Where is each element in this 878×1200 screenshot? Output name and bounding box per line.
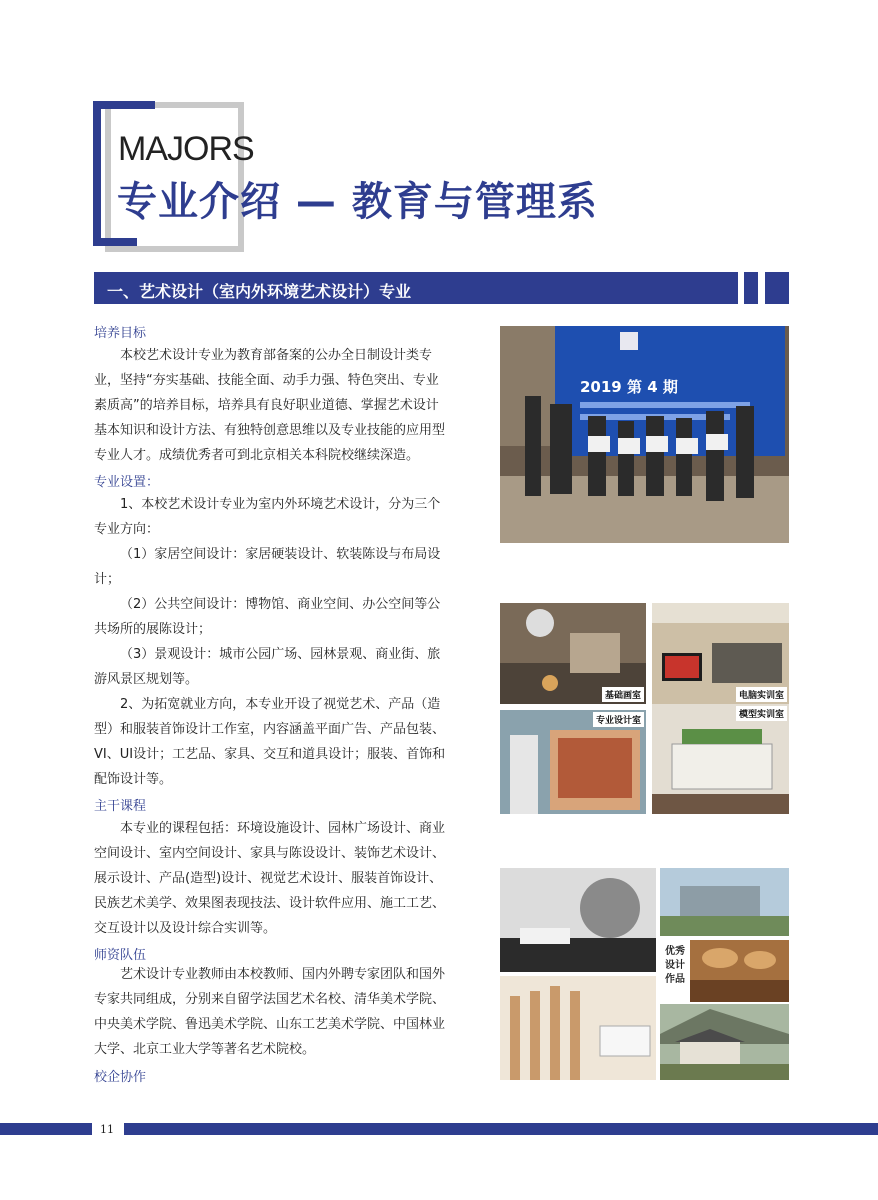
studio-label: 专业设计室: [593, 712, 644, 727]
faculty-paragraph: [94, 962, 476, 1062]
courses-line: 交互设计以及设计综合实训等。: [94, 921, 277, 936]
work-restaurant-illustration: [690, 940, 789, 1002]
courses-line: 本专业的课程包括：环境设施设计、园林广场设计、商业: [120, 821, 446, 836]
courses-line: 展示设计、产品(造型)设计、视觉艺术设计、服装首饰设计、: [94, 871, 443, 886]
studio-label: 模型实训室: [736, 706, 787, 721]
setup-line: （2）公共空间设计：博物馆、商业空间、办公空间等公: [120, 597, 441, 612]
works-label-line: 作品: [665, 974, 685, 985]
page-number: 11: [100, 1123, 114, 1136]
faculty-line: 专家共同组成，分别来自留学法国艺术名校、清华美术学院、: [94, 992, 446, 1007]
work-photo-restaurant: [690, 940, 789, 1002]
courses-heading: 主干课程: [94, 799, 147, 814]
ceremony-photo-illustration: [500, 326, 789, 543]
goal-paragraph: [94, 343, 476, 468]
goal-line: 业，坚持“夯实基础、技能全面、动手力强、特色突出、专业: [94, 373, 439, 388]
ceremony-photo: [500, 326, 789, 543]
studio-label: 基础画室: [602, 687, 644, 702]
setup-line: （3）景观设计：城市公园广场、园林景观、商业街、旅: [120, 647, 441, 662]
footer-line-right: [124, 1123, 878, 1135]
studio-photo-computer: [652, 603, 789, 704]
goal-line: 素质高”的培养目标，培养具有良好职业道德、掌握艺术设计: [94, 398, 439, 413]
footer-line-left: [0, 1123, 92, 1135]
courses-paragraph: [94, 816, 476, 941]
setup-line: 游风景区规划等。: [94, 672, 199, 687]
title-frame-blue-bottom: [93, 238, 137, 246]
setup-heading: 专业设置：: [94, 475, 160, 490]
setup-line: VI、UI设计；工艺品、家具、交互和道具设计；服装、首饰和: [94, 747, 446, 762]
setup-line: 专业方向：: [94, 522, 160, 537]
work-lounge-illustration: [500, 868, 656, 972]
courses-line: 空间设计、室内空间设计、家具与陈设设计、装饰艺术设计、: [94, 846, 446, 861]
goal-line: 基本知识和设计方法、有独特创意思维以及专业技能的应用型: [94, 423, 446, 438]
majors-eyebrow: MAJORS: [118, 130, 254, 168]
faculty-line: 大学、北京工业大学等著名艺术院校。: [94, 1042, 316, 1057]
setup-line: 配饰设计等。: [94, 772, 173, 787]
setup-line: （1）家居空间设计：家居硬装设计、软装陈设与布局设: [120, 547, 441, 562]
section-title: 一、艺术设计（室内外环境艺术设计）专业: [107, 282, 412, 301]
setup-paragraph: [94, 492, 476, 792]
setup-line: 计；: [94, 572, 121, 587]
works-label-line: 设计: [665, 960, 685, 971]
setup-line: 2、为拓宽就业方向，本专业开设了视觉艺术、产品（造: [120, 697, 441, 712]
setup-line: 共场所的展陈设计；: [94, 622, 212, 637]
work-photo-lounge: [500, 868, 656, 972]
faculty-line: 中央美术学院、鲁迅美术学院、山东工艺美术学院、中国林业: [94, 1017, 446, 1032]
section-stripe-3: [775, 272, 789, 304]
title-frame-blue: [93, 101, 101, 246]
ceremony-banner: 2019 第 4 期: [580, 378, 678, 396]
work-photo-building: [660, 868, 789, 936]
goal-line: 本校艺术设计专业为教育部备案的公办全日制设计类专: [120, 348, 433, 363]
studio-photo-design: [500, 710, 646, 814]
goal-heading: 培养目标: [94, 326, 147, 341]
courses-line: 民族艺术美学、效果图表现技法、设计软件应用、施工工艺、: [94, 896, 446, 911]
section-stripe-1: [744, 272, 758, 304]
studio-photo-basic: [500, 603, 646, 704]
faculty-line: 艺术设计专业教师由本校教师、国内外聘专家团队和国外: [120, 967, 446, 982]
studio-label: 电脑实训室: [736, 687, 787, 702]
setup-line: 1、本校艺术设计专业为室内外环境艺术设计，分为三个: [120, 497, 441, 512]
works-label-line: 优秀: [665, 946, 685, 957]
work-building-illustration: [660, 868, 789, 936]
work-photo-village: [660, 1004, 789, 1080]
work-photo-arches: [500, 976, 656, 1080]
work-arches-illustration: [500, 976, 656, 1080]
title-frame-blue-top: [93, 101, 155, 109]
works-label: [660, 945, 690, 1000]
work-village-illustration: [660, 1004, 789, 1080]
studio-photo-model: [652, 704, 789, 814]
setup-line: 型）和服装首饰设计工作室，内容涵盖平面广告、产品包装、: [94, 722, 446, 737]
goal-line: 专业人才。成绩优秀者可到北京相关本科院校继续深造。: [94, 448, 420, 463]
page-title: 专业介绍 — 教育与管理系: [117, 179, 598, 225]
faculty-heading: 师资队伍: [94, 948, 147, 963]
coop-heading: 校企协作: [94, 1070, 147, 1085]
